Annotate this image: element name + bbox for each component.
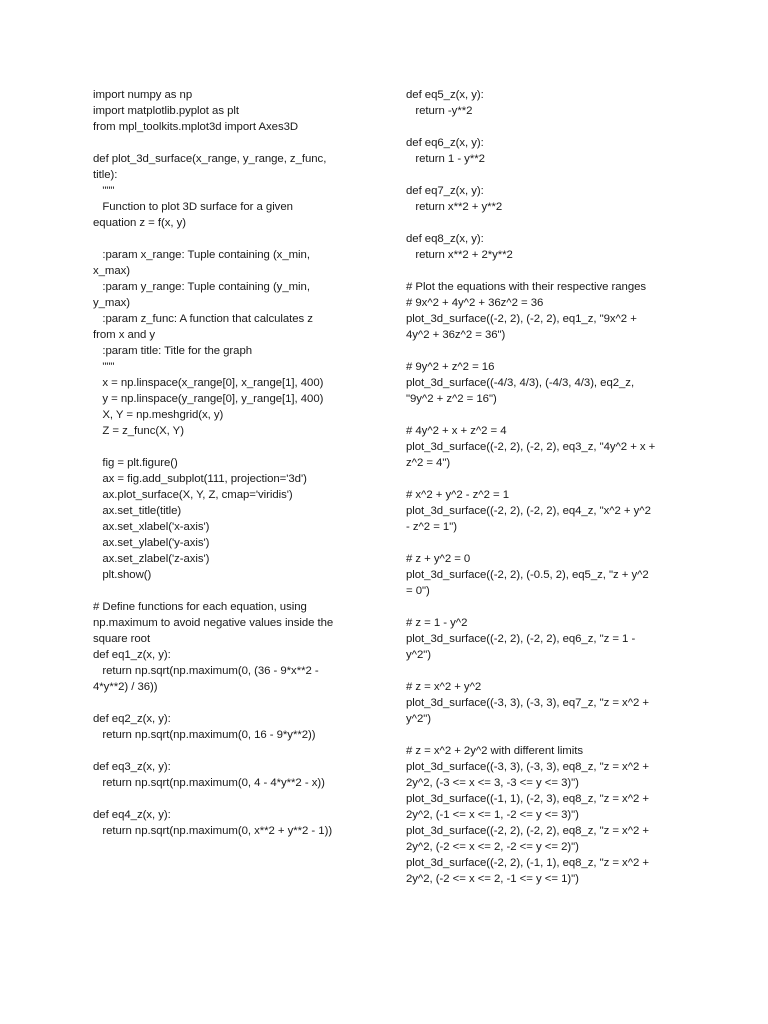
code-line: y^2") <box>406 713 431 725</box>
code-line: plot_3d_surface((-1, 1), (-2, 3), eq8_z, "z = x^2 + <box>406 793 649 805</box>
code-line: # 4y^2 + x + z^2 = 4 <box>406 425 507 437</box>
code-line: 4*y**2) / 36)) <box>93 681 158 693</box>
code-line: """ <box>93 361 115 373</box>
code-line: return 1 - y**2 <box>406 153 485 165</box>
code-line: return x**2 + 2*y**2 <box>406 249 513 261</box>
code-line: y^2") <box>406 649 431 661</box>
code-line <box>93 695 368 711</box>
code-line: plot_3d_surface((-2, 2), (-2, 2), eq6_z, "z = 1 - <box>406 633 636 645</box>
code-line: plot_3d_surface((-2, 2), (-2, 2), eq8_z, "z = x^2 + <box>406 825 649 837</box>
code-line <box>406 119 681 135</box>
code-line <box>406 407 681 423</box>
code-line: def eq3_z(x, y): <box>93 761 171 773</box>
code-line: return np.sqrt(np.maximum(0, 16 - 9*y**2)) <box>93 729 316 741</box>
code-line <box>406 167 681 183</box>
code-line: ax = fig.add_subplot(111, projection='3d') <box>93 473 307 485</box>
code-line: plot_3d_surface((-2, 2), (-2, 2), eq1_z, "9x^2 + <box>406 313 637 325</box>
code-line: plot_3d_surface((-2, 2), (-0.5, 2), eq5_z, "z + y^2 <box>406 569 649 581</box>
code-line: # z = x^2 + 2y^2 with different limits <box>406 745 583 757</box>
code-line <box>93 439 368 455</box>
code-line <box>93 791 368 807</box>
code-line: def eq1_z(x, y): <box>93 649 171 661</box>
code-line: plot_3d_surface((-2, 2), (-2, 2), eq4_z, "x^2 + y^2 <box>406 505 651 517</box>
code-line: return np.sqrt(np.maximum(0, (36 - 9*x**2 - <box>93 665 319 677</box>
code-line: :param title: Title for the graph <box>93 345 253 357</box>
code-line: fig = plt.figure() <box>93 457 178 469</box>
code-line: :param z_func: A function that calculates z <box>93 313 313 325</box>
code-line: plot_3d_surface((-2, 2), (-1, 1), eq8_z, "z = x^2 + <box>406 857 649 869</box>
code-line: # z + y^2 = 0 <box>406 553 471 565</box>
left-code-column <box>93 87 368 839</box>
code-line: plot_3d_surface((-2, 2), (-2, 2), eq3_z, "4y^2 + x + <box>406 441 656 453</box>
code-line: square root <box>93 633 151 645</box>
code-line: """ <box>93 185 115 197</box>
code-line: # z = x^2 + y^2 <box>406 681 482 693</box>
code-line <box>406 471 681 487</box>
code-line: def eq7_z(x, y): <box>406 185 484 197</box>
code-line: :param x_range: Tuple containing (x_min, <box>93 249 310 261</box>
code-line: plot_3d_surface((-4/3, 4/3), (-4/3, 4/3), eq2_z, <box>406 377 635 389</box>
code-line: return np.sqrt(np.maximum(0, 4 - 4*y**2 - x)) <box>93 777 325 789</box>
code-line: from mpl_toolkits.mplot3d import Axes3D <box>93 121 299 133</box>
code-line: 2y^2, (-3 <= x <= 3, -3 <= y <= 3)") <box>406 777 579 789</box>
code-line: = 0") <box>406 585 430 597</box>
code-line: ax.plot_surface(X, Y, Z, cmap='viridis') <box>93 489 293 501</box>
code-line <box>406 727 681 743</box>
code-line: Z = z_func(X, Y) <box>93 425 184 437</box>
code-line: 2y^2, (-1 <= x <= 1, -2 <= y <= 3)") <box>406 809 579 821</box>
code-line: import matplotlib.pyplot as plt <box>93 105 239 117</box>
code-line <box>93 743 368 759</box>
code-line: ax.set_title(title) <box>93 505 182 517</box>
code-line: x_max) <box>93 265 131 277</box>
code-line: # x^2 + y^2 - z^2 = 1 <box>406 489 509 501</box>
code-line: x = np.linspace(x_range[0], x_range[1], 400) <box>93 377 324 389</box>
code-line <box>406 215 681 231</box>
code-line: return np.sqrt(np.maximum(0, x**2 + y**2 - 1)) <box>93 825 333 837</box>
code-line: import numpy as np <box>93 89 193 101</box>
code-line: def eq5_z(x, y): <box>406 89 484 101</box>
code-line: def eq6_z(x, y): <box>406 137 484 149</box>
code-line: return -y**2 <box>406 105 473 117</box>
code-line: y_max) <box>93 297 131 309</box>
code-line <box>93 135 368 151</box>
code-line <box>406 343 681 359</box>
right-code-column <box>406 87 681 887</box>
code-line: "9y^2 + z^2 = 16") <box>406 393 497 405</box>
code-line: plt.show() <box>93 569 152 581</box>
code-line: Function to plot 3D surface for a given <box>93 201 293 213</box>
code-line: - z^2 = 1") <box>406 521 457 533</box>
code-line: def eq4_z(x, y): <box>93 809 171 821</box>
code-line: # 9x^2 + 4y^2 + 36z^2 = 36 <box>406 297 544 309</box>
code-line: 2y^2, (-2 <= x <= 2, -1 <= y <= 1)") <box>406 873 579 885</box>
code-line: plot_3d_surface((-3, 3), (-3, 3), eq8_z, "z = x^2 + <box>406 761 649 773</box>
code-line <box>406 599 681 615</box>
code-line: 4y^2 + 36z^2 = 36") <box>406 329 506 341</box>
code-line: from x and y <box>93 329 156 341</box>
code-line: # 9y^2 + z^2 = 16 <box>406 361 495 373</box>
code-line: # Define functions for each equation, using <box>93 601 307 613</box>
code-line: X, Y = np.meshgrid(x, y) <box>93 409 224 421</box>
code-line: # Plot the equations with their respective ranges <box>406 281 647 293</box>
code-line <box>406 535 681 551</box>
code-line: y = np.linspace(y_range[0], y_range[1], 400) <box>93 393 324 405</box>
code-line <box>406 263 681 279</box>
code-line <box>93 231 368 247</box>
code-line: ax.set_zlabel('z-axis') <box>93 553 210 565</box>
code-line <box>406 663 681 679</box>
code-line: :param y_range: Tuple containing (y_min, <box>93 281 310 293</box>
code-line <box>93 583 368 599</box>
code-line: plot_3d_surface((-3, 3), (-3, 3), eq7_z, "z = x^2 + <box>406 697 649 709</box>
code-line: def eq8_z(x, y): <box>406 233 484 245</box>
code-line: equation z = f(x, y) <box>93 217 187 229</box>
code-line: 2y^2, (-2 <= x <= 2, -2 <= y <= 2)") <box>406 841 579 853</box>
code-line: title): <box>93 169 118 181</box>
code-line: def eq2_z(x, y): <box>93 713 171 725</box>
code-line: np.maximum to avoid negative values inside the <box>93 617 334 629</box>
code-line: ax.set_ylabel('y-axis') <box>93 537 210 549</box>
code-line: # z = 1 - y^2 <box>406 617 468 629</box>
code-line: z^2 = 4") <box>406 457 451 469</box>
code-line: def plot_3d_surface(x_range, y_range, z_func, <box>93 153 327 165</box>
code-line: ax.set_xlabel('x-axis') <box>93 521 210 533</box>
code-line: return x**2 + y**2 <box>406 201 503 213</box>
